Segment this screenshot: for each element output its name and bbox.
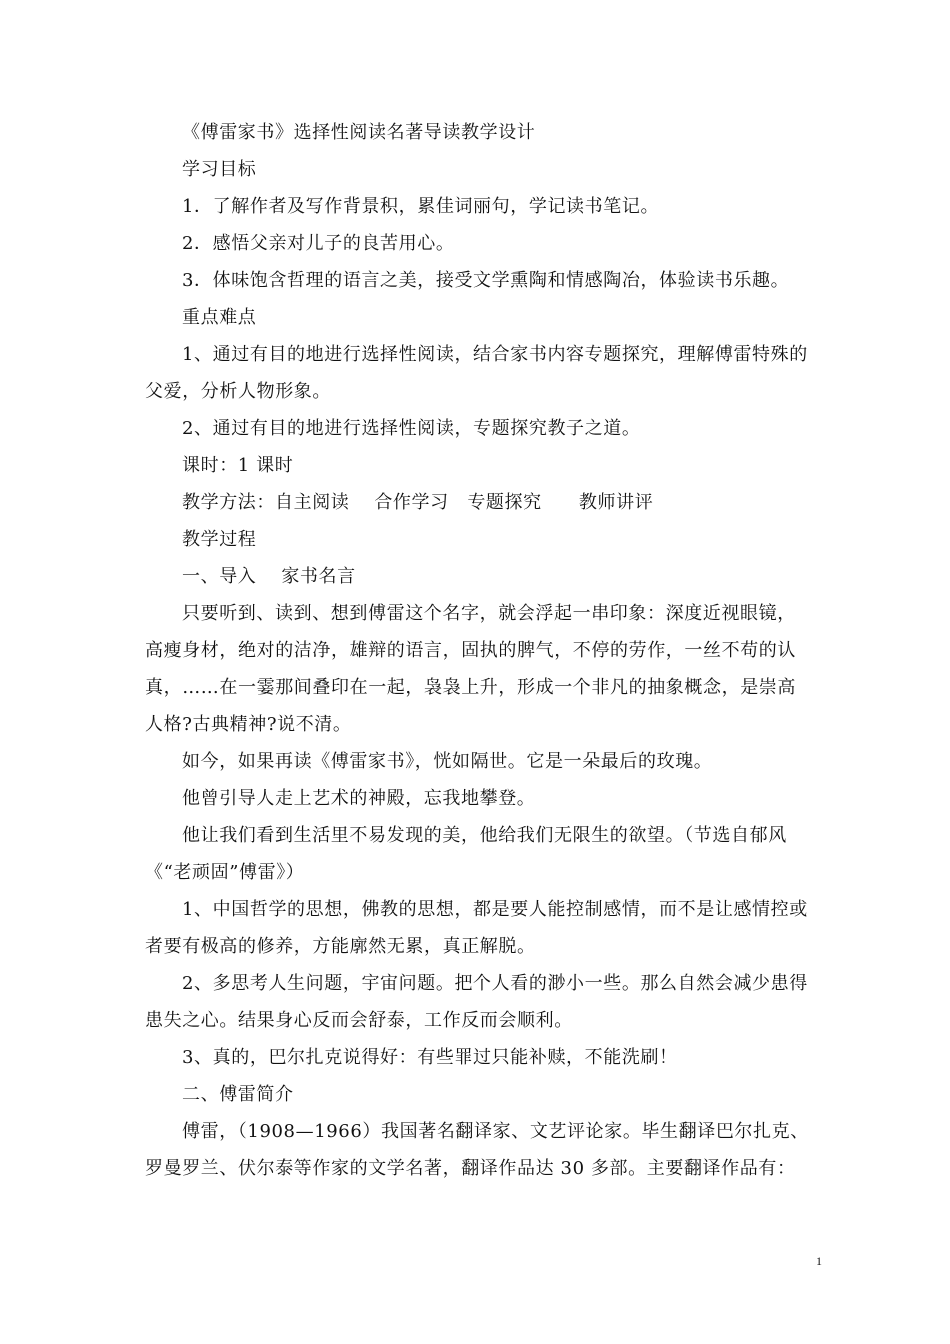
section-heading-learning-goals: 学习目标 bbox=[182, 159, 257, 180]
section-heading-key-points: 重点难点 bbox=[182, 307, 257, 328]
class-hours: 课时：1 课时 bbox=[182, 455, 294, 476]
document-body bbox=[145, 114, 809, 1187]
biography-paragraph: 傅雷，（1908—1966）我国著名翻译家、文艺评论家。毕生翻译巴尔扎克、罗曼罗兰、伏尔泰等作家的文学名著，翻译作品达 30 多部。主要翻译作品有： bbox=[145, 1121, 809, 1179]
subsection-intro: 一、导入 家书名言 bbox=[182, 566, 356, 587]
page-number: 1 bbox=[816, 1254, 822, 1268]
key-point-2: 2、通过有目的地进行选择性阅读，专题探究教子之道。 bbox=[182, 418, 641, 439]
family-quote-3: 3、真的，巴尔扎克说得好：有些罪过只能补赎，不能洗刷！ bbox=[182, 1047, 678, 1068]
key-point-1: 1、通过有目的地进行选择性阅读，结合家书内容专题探究，理解傅雷特殊的父爱，分析人物形象。 bbox=[145, 344, 808, 402]
teaching-methods: 教学方法：自主阅读 合作学习 专题探究 教师讲评 bbox=[182, 492, 654, 513]
quote-source-paragraph: 他让我们看到生活里不易发现的美，他给我们无限生的欲望。（节选自郁风《“老顽固”傅雷》） bbox=[145, 825, 787, 883]
document-title: 《傅雷家书》选择性阅读名著导读教学设计 bbox=[182, 122, 536, 143]
learning-goal-3: 3．体味饱含哲理的语言之美，接受文学熏陶和情感陶冶，体验读书乐趣。 bbox=[182, 270, 790, 291]
temple-paragraph: 他曾引导人走上艺术的神殿，忘我地攀登。 bbox=[182, 788, 536, 809]
intro-paragraph: 只要听到、读到、想到傅雷这个名字，就会浮起一串印象：深度近视眼镜，高瘦身材，绝对的洁净，雄辩的语言，固执的脾气，不停的劳作，一丝不苟的认真，……在一霎那间叠印在一起，袅袅上升，形成一个非凡的抽象概念，是崇高人格?古典精神?说不清。 bbox=[145, 603, 796, 735]
rose-paragraph: 如今，如果再读《傅雷家书》，恍如隔世。它是一朵最后的玫瑰。 bbox=[182, 751, 713, 772]
learning-goal-2: 2．感悟父亲对儿子的良苦用心。 bbox=[182, 233, 455, 254]
family-quote-1: 1、中国哲学的思想，佛教的思想，都是要人能控制感情，而不是让感情控或者要有极高的修养，方能廓然无累，真正解脱。 bbox=[145, 899, 808, 957]
subsection-biography: 二、傅雷简介 bbox=[182, 1084, 294, 1105]
family-quote-2: 2、多思考人生问题，宇宙问题。把个人看的渺小一些。那么自然会减少患得患失之心。结果身心反而会舒泰，工作反而会顺利。 bbox=[145, 973, 808, 1031]
section-heading-teaching-process: 教学过程 bbox=[182, 529, 257, 550]
learning-goal-1: 1．了解作者及写作背景积，累佳词丽句，学记读书笔记。 bbox=[182, 196, 660, 217]
